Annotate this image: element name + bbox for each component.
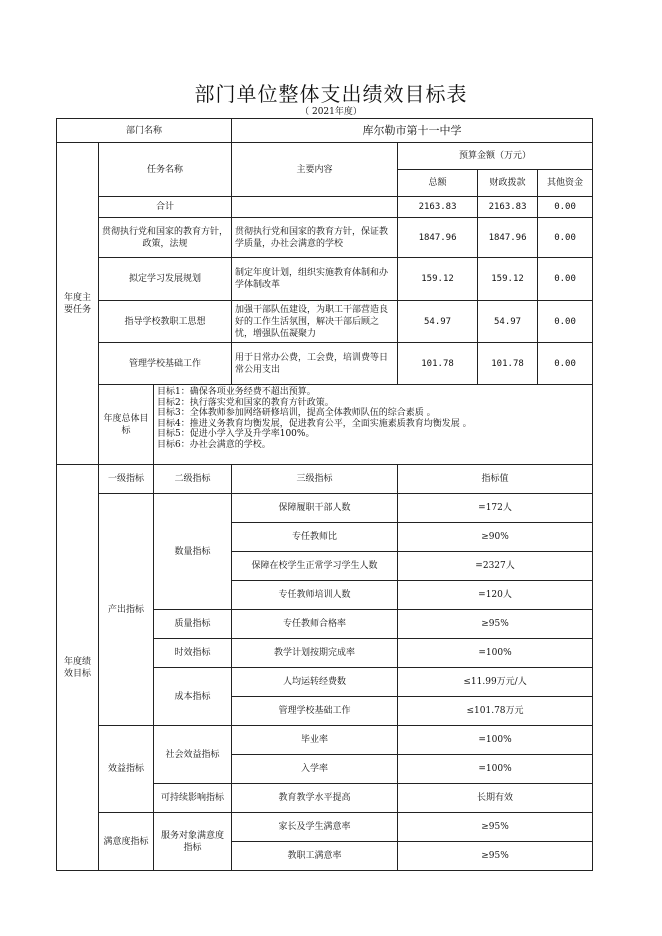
l2-quantity: 数量指标 — [154, 494, 232, 610]
l3-indicator: 教学计划按期完成率 — [232, 639, 398, 668]
l3-indicator: 教职工满意率 — [232, 842, 398, 871]
task-fiscal: 1847.96 — [478, 218, 538, 258]
sum-other: 0.00 — [538, 197, 593, 218]
goal-line: 目标3：全体教师参加网络研修培训，提高全体教师队伍的综合素质 。 — [157, 408, 436, 418]
task-fiscal: 159.12 — [478, 258, 538, 301]
indicator-value: =172人 — [398, 494, 593, 523]
performance-target-table — [56, 118, 593, 871]
indicator-value: =120人 — [398, 581, 593, 610]
indicator-value: ≥95% — [398, 610, 593, 639]
goal-line: 目标6：办社会满意的学校。 — [157, 439, 271, 450]
col-content: 主要内容 — [232, 143, 398, 197]
task-other: 0.00 — [538, 343, 593, 385]
task-name: 拟定学习发展规划 — [99, 258, 232, 301]
l2-sustain: 可持续影响指标 — [154, 784, 232, 813]
col-l3: 三级指标 — [232, 465, 398, 494]
task-other: 0.00 — [538, 218, 593, 258]
task-content: 制定年度计划，组织实施教育体制和办学体制改革 — [232, 258, 398, 301]
l3-indicator: 保障履职干部人数 — [232, 494, 398, 523]
col-other: 其他资金 — [538, 170, 593, 197]
l3-indicator: 专任教师比 — [232, 523, 398, 552]
task-content: 用于日常办公费，工会费，培训费等日常公用支出 — [232, 343, 398, 385]
l2-quality: 质量指标 — [154, 610, 232, 639]
l3-indicator: 入学率 — [232, 755, 398, 784]
task-fiscal: 101.78 — [478, 343, 538, 385]
col-l1: 一级指标 — [99, 465, 154, 494]
l3-indicator: 毕业率 — [232, 726, 398, 755]
sum-label: 合计 — [99, 197, 232, 218]
task-total: 101.78 — [398, 343, 478, 385]
sum-total: 2163.83 — [398, 197, 478, 218]
l3-indicator: 教育教学水平提高 — [232, 784, 398, 813]
col-task-name: 任务名称 — [99, 143, 232, 197]
task-fiscal: 54.97 — [478, 301, 538, 343]
task-name: 指导学校教职工思想 — [99, 301, 232, 343]
goal-line: 目标5：促进小学入学及升学率100%。 — [157, 429, 315, 439]
col-fiscal: 财政拨款 — [478, 170, 538, 197]
indicator-value: =2327人 — [398, 552, 593, 581]
col-l2: 二级指标 — [154, 465, 232, 494]
task-content: 加强干部队伍建设，为职工干部营造良好的工作生活氛围，解决干部后顾之忧，增强队伍凝聚力 — [232, 301, 398, 343]
l1-benefit: 效益指标 — [99, 726, 154, 813]
indicator-value: ≤101.78万元 — [398, 697, 593, 726]
goal-line: 目标1：确保各项业务经费不超出预算。 — [157, 387, 316, 397]
dept-value: 库尔勒市第十一中学 — [232, 119, 593, 143]
indicator-value: ≤11.99万元/人 — [398, 668, 593, 697]
goals-section-label: 年度总体目标 — [99, 385, 154, 465]
indicator-value: =100% — [398, 726, 593, 755]
col-total: 总额 — [398, 170, 478, 197]
task-total: 1847.96 — [398, 218, 478, 258]
goal-line: 目标2：执行落实党和国家的教育方针政策。 — [157, 397, 334, 408]
indicator-value: ≥95% — [398, 813, 593, 842]
l1-output: 产出指标 — [99, 494, 154, 726]
sum-content — [232, 197, 398, 218]
l2-cost: 成本指标 — [154, 668, 232, 726]
col-budget: 预算金额（万元） — [398, 143, 593, 170]
task-total: 54.97 — [398, 301, 478, 343]
page-subtitle: （ 2021年度） — [300, 107, 362, 117]
task-other: 0.00 — [538, 258, 593, 301]
dept-label: 部门名称 — [57, 119, 232, 143]
l2-social: 社会效益指标 — [154, 726, 232, 784]
tasks-section-label: 年度主要任务 — [57, 143, 99, 465]
indicator-value: 长期有效 — [398, 784, 593, 813]
l2-service: 服务对象满意度指标 — [154, 813, 232, 871]
goals-text — [154, 385, 593, 465]
task-total: 159.12 — [398, 258, 478, 301]
l1-satisfaction: 满意度指标 — [99, 813, 154, 871]
indicator-value: ≥90% — [398, 523, 593, 552]
l3-indicator: 专任教师培训人数 — [232, 581, 398, 610]
l3-indicator: 保障在校学生正常学习学生人数 — [232, 552, 398, 581]
page-title: 部门单位整体支出绩效目标表 — [194, 82, 468, 106]
goal-line: 目标4：推进义务教育均衡发展，促进教育公平，全面实施素质教育均衡发展 。 — [157, 418, 472, 429]
l3-indicator: 家长及学生满意率 — [232, 813, 398, 842]
l2-timeliness: 时效指标 — [154, 639, 232, 668]
task-name: 管理学校基础工作 — [99, 343, 232, 385]
task-name: 贯彻执行党和国家的教育方针，政策，法规 — [99, 218, 232, 258]
l3-indicator: 专任教师合格率 — [232, 610, 398, 639]
l3-indicator: 管理学校基础工作 — [232, 697, 398, 726]
perf-section-label: 年度绩效目标 — [57, 465, 99, 871]
col-value: 指标值 — [398, 465, 593, 494]
task-content: 贯彻执行党和国家的教育方针，保证教学质量，办社会满意的学校 — [232, 218, 398, 258]
task-other: 0.00 — [538, 301, 593, 343]
sum-fiscal: 2163.83 — [478, 197, 538, 218]
indicator-value: ≥95% — [398, 842, 593, 871]
l3-indicator: 人均运转经费数 — [232, 668, 398, 697]
indicator-value: =100% — [398, 639, 593, 668]
indicator-value: =100% — [398, 755, 593, 784]
